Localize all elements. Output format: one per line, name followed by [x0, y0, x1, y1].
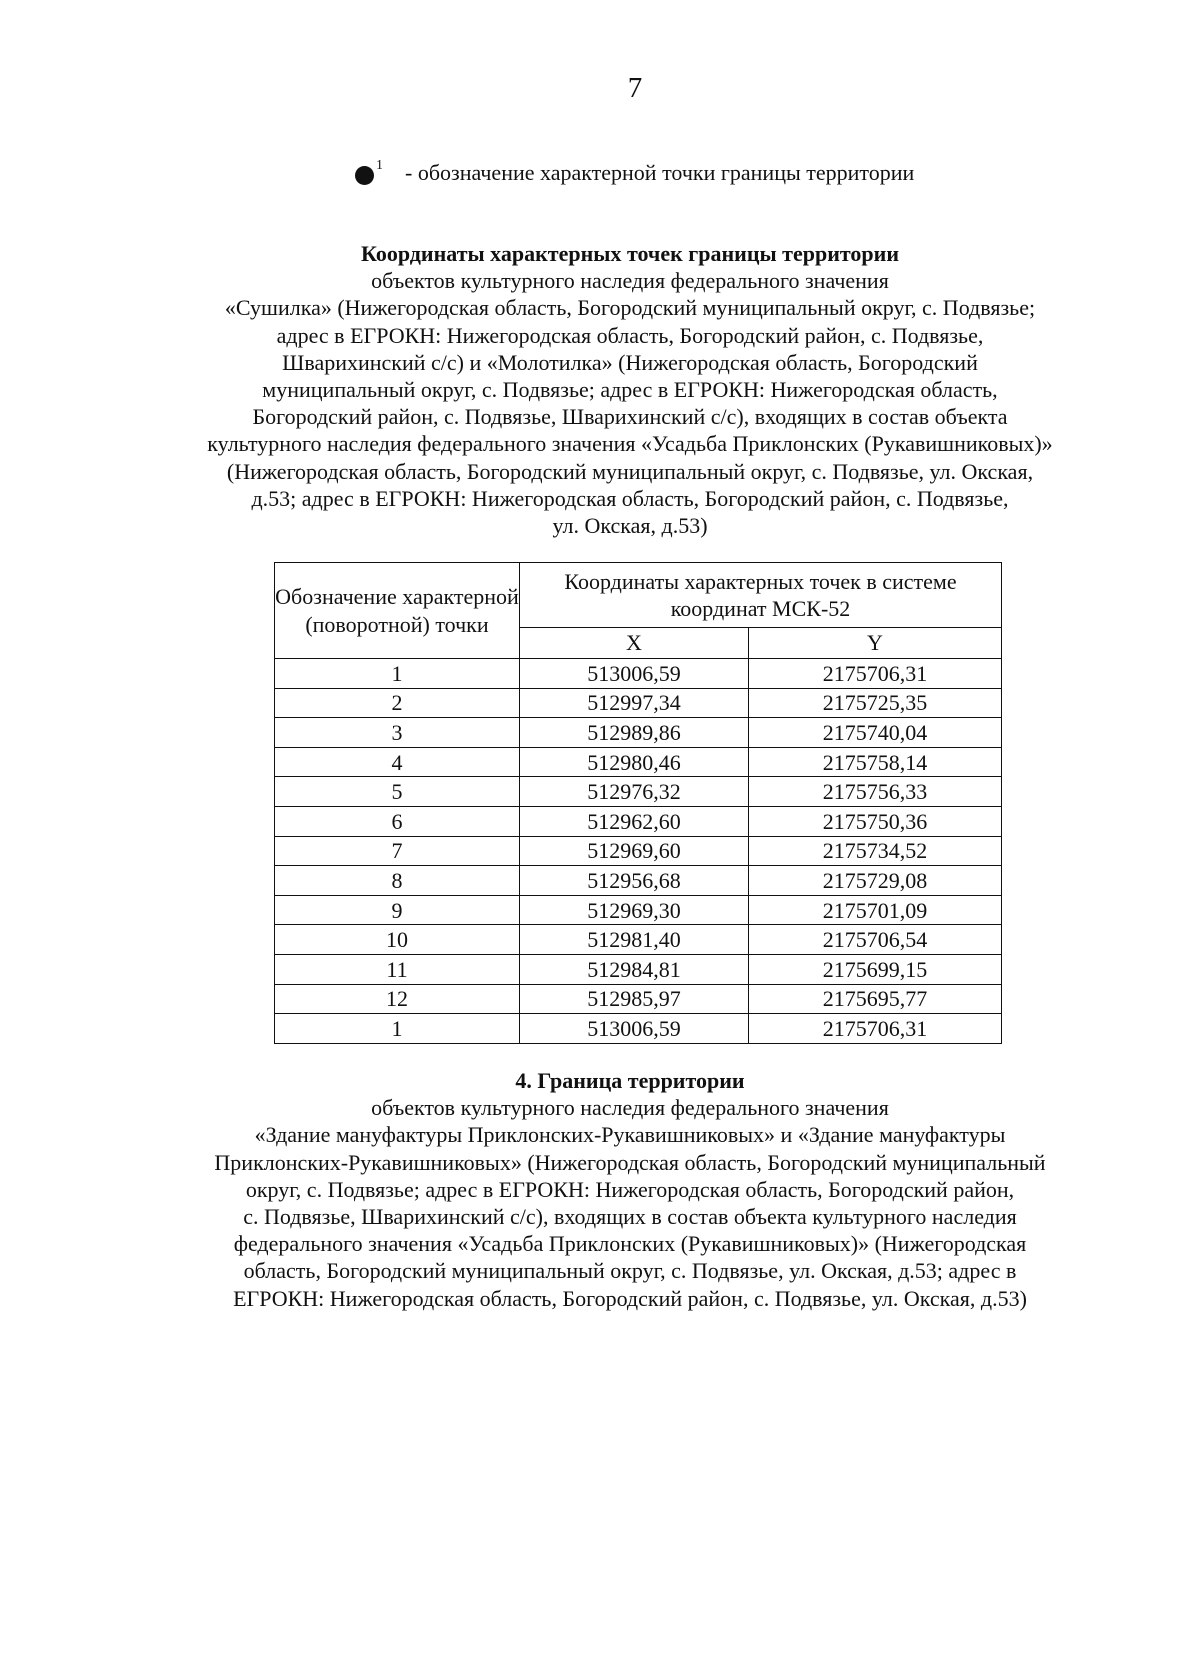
description-line: федерального значения «Усадьба Приклонских (Рукавишниковых)» (Нижегородская [233, 1231, 1027, 1257]
x-header: X [520, 628, 749, 659]
description-line: объектов культурного наследия федерального значения [371, 268, 889, 294]
description-line: ЕГРОКН: Нижегородская область, Богородский район, с. Подвязье, ул. Окская, д.53) [233, 1285, 1027, 1311]
x-coordinate-cell: 512980,46 [520, 747, 749, 777]
section-description [170, 1094, 1090, 1312]
y-coordinate-cell: 2175706,31 [749, 659, 1002, 689]
description-line: культурного наследия федерального значения «Усадьба Приклонских (Рукавишниковых)» [207, 431, 1053, 457]
description-line: объектов культурного наследия федерального значения [371, 1095, 889, 1121]
table-row [275, 777, 1002, 807]
y-coordinate-cell: 2175740,04 [749, 718, 1002, 748]
table-row [275, 1014, 1002, 1044]
description-line: «Здание мануфактуры Приклонских-Рукавишниковых» и «Здание мануфактуры [254, 1122, 1006, 1148]
description-line: Богородский район, с. Подвязье, Шварихинский с/с), входящих в состав объекта [252, 404, 1008, 430]
point-id-cell: 4 [275, 747, 520, 777]
coords-header: Координаты характерных точек в системе координат МСК-52 [520, 563, 1002, 628]
section-description [170, 267, 1090, 539]
x-coordinate-cell: 512981,40 [520, 925, 749, 955]
description-line: Шварихинский с/с) и «Молотилка» (Нижегородская область, Богородский [282, 349, 978, 375]
x-coordinate-cell: 513006,59 [520, 1014, 749, 1044]
x-coordinate-cell: 512985,97 [520, 984, 749, 1014]
section-coordinates [170, 240, 1090, 539]
point-id-cell: 3 [275, 718, 520, 748]
table-row [275, 925, 1002, 955]
y-header: Y [749, 628, 1002, 659]
x-coordinate-cell: 512969,60 [520, 836, 749, 866]
point-id-cell: 10 [275, 925, 520, 955]
x-coordinate-cell: 513006,59 [520, 659, 749, 689]
table-row [275, 659, 1002, 689]
x-coordinate-cell: 512962,60 [520, 806, 749, 836]
description-line: муниципальный округ, с. Подвязье; адрес в ЕГРОКН: Нижегородская область, [262, 377, 998, 403]
table-row [275, 954, 1002, 984]
description-line: ул. Окская, д.53) [552, 513, 708, 539]
y-coordinate-cell: 2175756,33 [749, 777, 1002, 807]
table-row [275, 984, 1002, 1014]
boundary-point-marker-icon [355, 166, 374, 185]
y-coordinate-cell: 2175729,08 [749, 866, 1002, 896]
point-id-cell: 9 [275, 895, 520, 925]
x-coordinate-cell: 512956,68 [520, 866, 749, 896]
x-coordinate-cell: 512969,30 [520, 895, 749, 925]
section-boundary [170, 1067, 1090, 1312]
point-id-cell: 1 [275, 659, 520, 689]
point-id-cell: 11 [275, 954, 520, 984]
y-coordinate-cell: 2175706,31 [749, 1014, 1002, 1044]
x-coordinate-cell: 512984,81 [520, 954, 749, 984]
section-heading: 4. Граница территории [515, 1068, 745, 1093]
table-row [275, 806, 1002, 836]
page-number: 7 [627, 72, 643, 104]
description-line: «Сушилка» (Нижегородская область, Богородский муниципальный округ, с. Подвязье; [224, 295, 1036, 321]
x-coordinate-cell: 512989,86 [520, 718, 749, 748]
description-line: область, Богородский муниципальный округ, с. Подвязье, ул. Окская, д.53; адрес в [243, 1258, 1017, 1284]
table-row [275, 866, 1002, 896]
y-coordinate-cell: 2175734,52 [749, 836, 1002, 866]
point-id-cell: 2 [275, 688, 520, 718]
table-row [275, 895, 1002, 925]
point-id-cell: 5 [275, 777, 520, 807]
marker-label: 1 [376, 158, 383, 173]
x-coordinate-cell: 512997,34 [520, 688, 749, 718]
table-row [275, 747, 1002, 777]
point-id-cell: 6 [275, 806, 520, 836]
point-id-cell: 1 [275, 1014, 520, 1044]
y-coordinate-cell: 2175758,14 [749, 747, 1002, 777]
y-coordinate-cell: 2175725,35 [749, 688, 1002, 718]
coordinates-table [274, 562, 1002, 1044]
y-coordinate-cell: 2175695,77 [749, 984, 1002, 1014]
point-id-cell: 12 [275, 984, 520, 1014]
point-id-cell: 8 [275, 866, 520, 896]
table-row [275, 688, 1002, 718]
description-line: Приклонских-Рукавишниковых» (Нижегородская область, Богородский муниципальный [214, 1149, 1046, 1175]
y-coordinate-cell: 2175699,15 [749, 954, 1002, 984]
x-coordinate-cell: 512976,32 [520, 777, 749, 807]
section-heading: Координаты характерных точек границы территории [360, 241, 900, 266]
description-line: адрес в ЕГРОКН: Нижегородская область, Богородский район, с. Подвязье, [276, 322, 984, 348]
point-id-cell: 7 [275, 836, 520, 866]
legend [355, 158, 914, 188]
description-line: д.53; адрес в ЕГРОКН: Нижегородская область, Богородский район, с. Подвязье, [251, 485, 1009, 511]
y-coordinate-cell: 2175701,09 [749, 895, 1002, 925]
table-row [275, 836, 1002, 866]
description-line: с. Подвязье, Шварихинский с/с), входящих в состав объекта культурного наследия [243, 1204, 1017, 1230]
y-coordinate-cell: 2175706,54 [749, 925, 1002, 955]
legend-text: - обозначение характерной точки границы территории [405, 160, 915, 185]
description-line: округ, с. Подвязье; адрес в ЕГРОКН: Нижегородская область, Богородский район, [245, 1176, 1015, 1202]
table-row [275, 718, 1002, 748]
y-coordinate-cell: 2175750,36 [749, 806, 1002, 836]
point-header: Обозначение характерной (поворотной) точки [275, 563, 520, 659]
description-line: (Нижегородская область, Богородский муниципальный округ, с. Подвязье, ул. Окская, [226, 458, 1034, 484]
